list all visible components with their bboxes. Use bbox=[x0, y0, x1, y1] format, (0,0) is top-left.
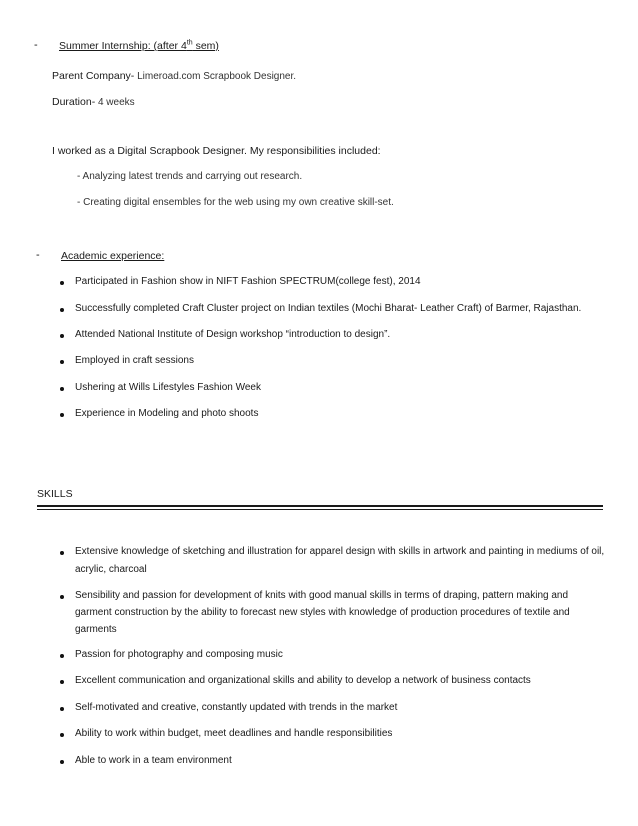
skills-divider bbox=[37, 505, 603, 507]
internship-heading bbox=[59, 40, 219, 52]
duration-value: 4 weeks bbox=[95, 97, 135, 108]
company-line bbox=[52, 66, 296, 84]
bullet-icon bbox=[60, 707, 64, 711]
internship-intro: I worked as a Digital Scrapbook Designer. My responsibilities included: bbox=[52, 145, 381, 157]
skill-item: Self-motivated and creative, constantly updated with trends in the market bbox=[75, 702, 398, 713]
skill-item: Ability to work within budget, meet deadlines and handle responsibilities bbox=[75, 728, 393, 739]
academic-heading: Academic experience: bbox=[61, 250, 165, 262]
bullet-icon bbox=[60, 733, 64, 737]
academic-item: Experience in Modeling and photo shoots bbox=[75, 408, 259, 419]
bullet-icon bbox=[60, 308, 64, 312]
skill-item: Passion for photography and composing music bbox=[75, 649, 283, 660]
bullet-icon bbox=[60, 281, 64, 285]
responsibility-item: - Creating digital ensembles for the web using my own creative skill-set. bbox=[77, 197, 394, 208]
internship-heading-text: Summer Internship: (after 4 bbox=[59, 40, 187, 52]
academic-item: Employed in craft sessions bbox=[75, 355, 194, 366]
academic-item: Attended National Institute of Design workshop “introduction to design”. bbox=[75, 329, 391, 340]
bullet-icon bbox=[60, 334, 64, 338]
bullet-icon bbox=[60, 654, 64, 658]
duration-label: Duration- bbox=[52, 96, 96, 108]
skill-item: Extensive knowledge of sketching and illustration for apparel design with skills in artwork and painting in mediums of oil, bbox=[75, 546, 605, 557]
skill-item-cont: acrylic, charcoal bbox=[75, 564, 147, 575]
bullet-icon bbox=[60, 387, 64, 391]
skill-item-cont: garment construction by the ability to forecast new styles with knowledge of production procedures of textile and bbox=[75, 607, 570, 618]
skill-item-cont: garments bbox=[75, 624, 117, 635]
company-label: Parent Company- bbox=[52, 70, 135, 82]
bullet-icon bbox=[60, 360, 64, 364]
internship-heading-sup: th bbox=[186, 39, 193, 47]
skills-heading: SKILLS bbox=[37, 488, 73, 500]
academic-dash: - bbox=[36, 249, 40, 261]
skill-item: Sensibility and passion for development of knits with good manual skills in terms of draping, pattern making and bbox=[75, 590, 569, 601]
internship-dash: - bbox=[34, 39, 38, 51]
bullet-icon bbox=[60, 413, 64, 417]
bullet-icon bbox=[60, 595, 64, 599]
bullet-icon bbox=[60, 551, 64, 555]
internship-heading-post: sem) bbox=[192, 40, 219, 52]
bullet-icon bbox=[60, 760, 64, 764]
skills-divider-thin bbox=[37, 509, 603, 510]
company-value: Limeroad.com Scrapbook Designer. bbox=[134, 71, 297, 82]
academic-item: Ushering at Wills Lifestyles Fashion Week bbox=[75, 382, 261, 393]
responsibility-item: - Analyzing latest trends and carrying out research. bbox=[77, 171, 303, 182]
skill-item: Excellent communication and organizational skills and ability to develop a network of business contacts bbox=[75, 675, 531, 686]
academic-item: Participated in Fashion show in NIFT Fashion SPECTRUM(college fest), 2014 bbox=[75, 276, 421, 287]
duration-line bbox=[52, 92, 135, 110]
bullet-icon bbox=[60, 680, 64, 684]
skill-item: Able to work in a team environment bbox=[75, 755, 232, 766]
academic-item: Successfully completed Craft Cluster project on Indian textiles (Mochi Bharat- Leather Craft) of Barmer, Rajasthan. bbox=[75, 303, 582, 314]
